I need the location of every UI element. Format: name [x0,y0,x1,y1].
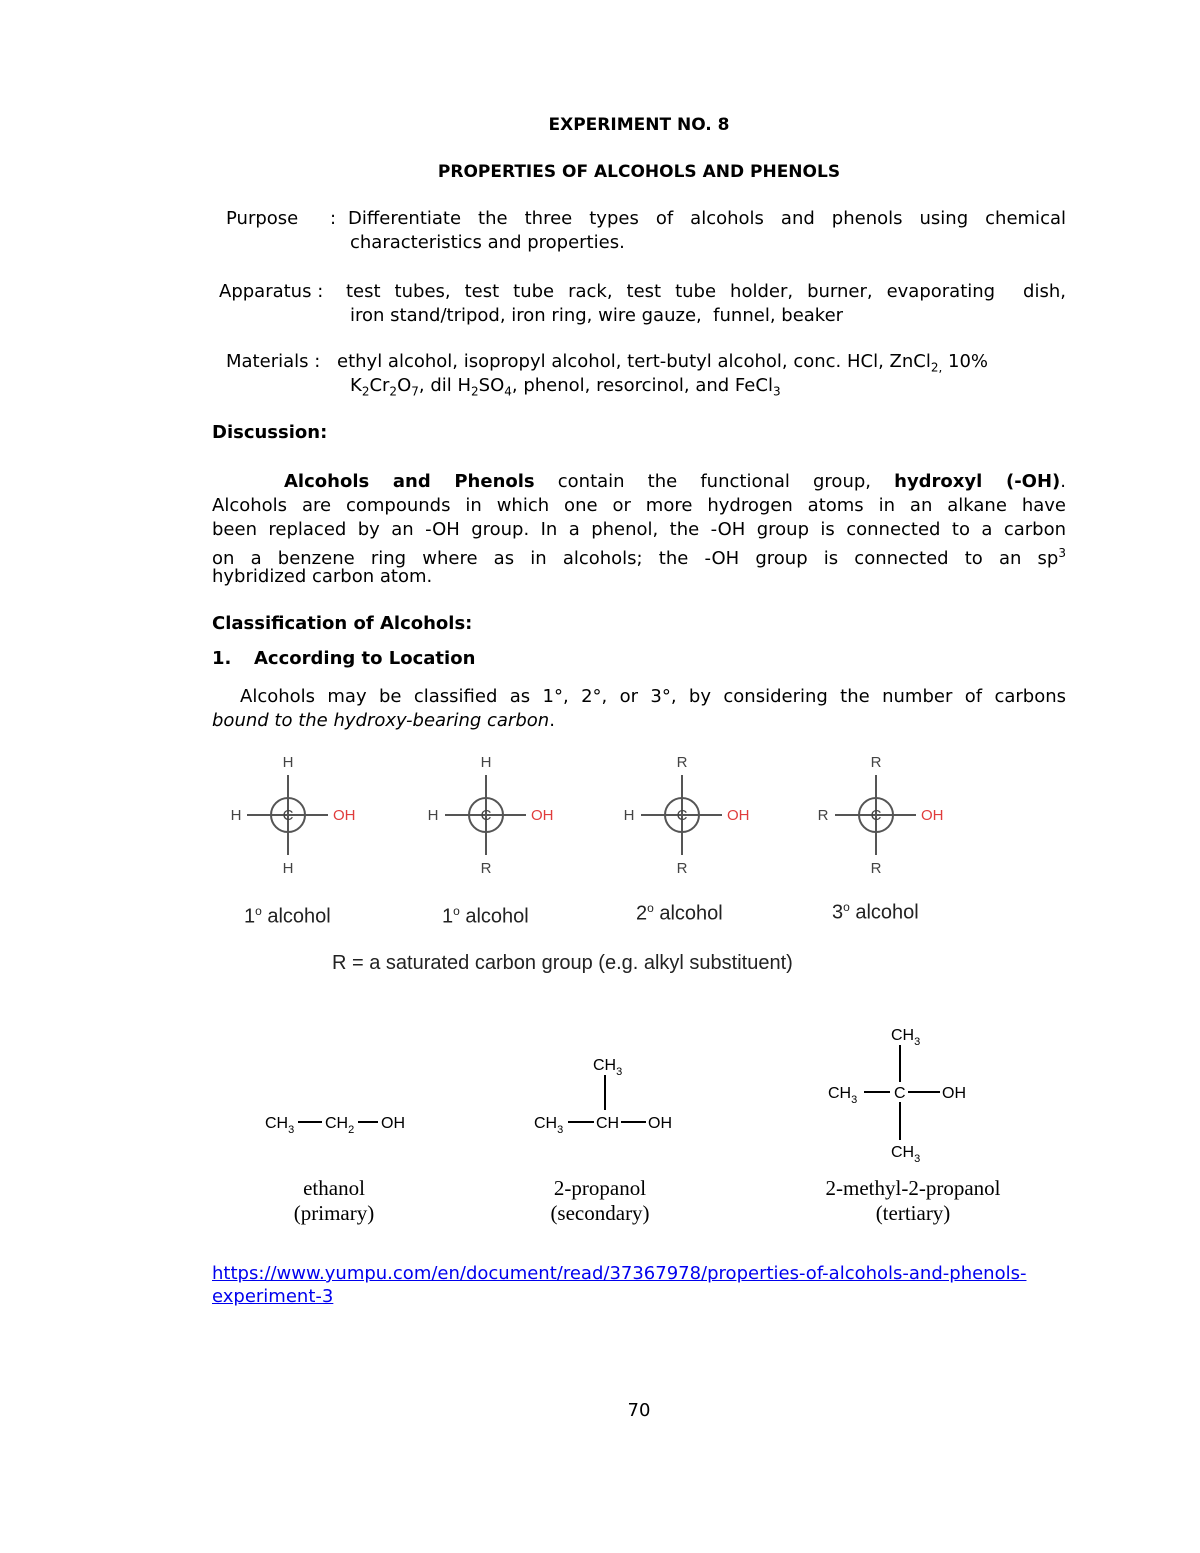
page-number: 70 [627,1400,651,1421]
classification-item-number: 1. [212,648,232,669]
source-link-line2[interactable]: experiment-3 [212,1286,334,1307]
atom-r: R [676,754,688,771]
structure-name-2-propanol: 2-propanol (secondary) [550,1176,650,1225]
tbutanol-ch3-left: $CH_3$ [828,1085,858,1106]
atom-c: C [480,807,492,824]
alcohol-classification-diagram [200,745,980,900]
apparatus-label: Apparatus : [219,281,324,302]
tbutanol-ch3-top: $CH_3$ [891,1027,921,1048]
page-title: EXPERIMENT NO. 8 [548,115,730,135]
discussion-line1: Alcohols and Phenols contain the functional group, hydroxyl (-OH). [284,471,1066,492]
label-primary-1: 1$^o$ alcohol [244,904,331,928]
atom-oh: OH [921,807,944,824]
discussion-line5: hybridized carbon atom. [212,566,433,587]
propanol-ch3: $CH_3$ [534,1115,564,1136]
materials-line1: ethyl alcohol, isopropyl alcohol, tert-butyl alcohol, conc. HCl, ZnCl$_{2,}$ 10% [337,351,989,375]
atom-oh: OH [727,807,750,824]
propanol-ch3-top: $CH_3$ [593,1057,623,1078]
tbutanol-ch3-bottom: $CH_3$ [891,1144,921,1165]
atom-c: C [282,807,294,824]
materials-label: Materials : [226,351,321,372]
atom-c: C [870,807,882,824]
purpose-colon: : [330,208,337,229]
tbutanol-oh: OH [942,1085,966,1102]
discussion-line4: on a benzene ring where as in alcohols; the -OH group is connected to an $sp^3$ [212,546,1066,569]
atom-h: H [282,860,294,877]
atom-h: H [480,754,492,771]
atom-r: R [870,754,882,771]
propanol-oh: OH [648,1115,672,1132]
discussion-heading: Discussion: [212,422,328,443]
page-subtitle: PROPERTIES OF ALCOHOLS AND PHENOLS [437,162,841,182]
structure-name-2-methyl-2-propanol: 2-methyl-2-propanol (tertiary) [825,1176,1001,1225]
materials-line2: $K_2Cr_2O_7$, dil $H_2SO_4$, phenol, resorcinol, and FeCl$_3$ [350,375,781,399]
structure-name-ethanol: ethanol (primary) [293,1176,375,1225]
atom-oh: OH [333,807,356,824]
label-primary-2: 1$^o$ alcohol [442,904,529,928]
atom-h: H [282,754,294,771]
ethanol-ch3: $CH_3$ [265,1115,295,1136]
atom-oh: OH [531,807,554,824]
label-secondary: 2$^o$ alcohol [636,901,723,925]
purpose-label: Purpose [226,208,299,229]
classification-heading: Classification of Alcohols: [212,613,473,634]
atom-c: C [676,807,688,824]
apparatus-line2: iron stand/tripod, iron ring, wire gauze, funnel, beaker [350,305,844,326]
atom-h: H [427,807,439,824]
atom-h: H [230,807,242,824]
classification-line2: bound to the hydroxy-bearing carbon. [212,710,555,731]
discussion-line3: been replaced by an -OH group. In a phenol, the -OH group is connected to a carbon [212,519,1066,540]
classification-line1: Alcohols may be classified as 1°, 2°, or 3°, by considering the number of carbons [240,686,1066,707]
apparatus-line1: test tubes, test tube rack, test tube holder, burner, evaporating dish, [346,281,1066,302]
label-tertiary: 3$^o$ alcohol [832,900,919,924]
classification-item-title: According to Location [254,648,476,669]
ethanol-ch2: $CH_2$ [325,1115,355,1136]
source-link-line1[interactable]: https://www.yumpu.com/en/document/read/37367978/properties-of-alcohols-and-phenols- [212,1263,1027,1284]
source-link[interactable] [212,1262,1026,1308]
atom-r: R [870,860,882,877]
atom-r: R [817,807,829,824]
discussion-line2: Alcohols are compounds in which one or more hydrogen atoms in an alkane have [212,495,1066,516]
atom-r: R [480,860,492,877]
propanol-ch: CH [596,1115,620,1132]
tbutanol-c: C [894,1085,906,1102]
atom-r: R [676,860,688,877]
purpose-line1: Differentiate the three types of alcohols and phenols using chemical [348,208,1066,229]
r-definition: R = a saturated carbon group (e.g. alkyl substituent) [332,952,793,974]
atom-h: H [623,807,635,824]
purpose-line2: characteristics and properties. [350,232,625,253]
structural-formulas [250,1010,1030,1170]
ethanol-oh: OH [381,1115,405,1132]
